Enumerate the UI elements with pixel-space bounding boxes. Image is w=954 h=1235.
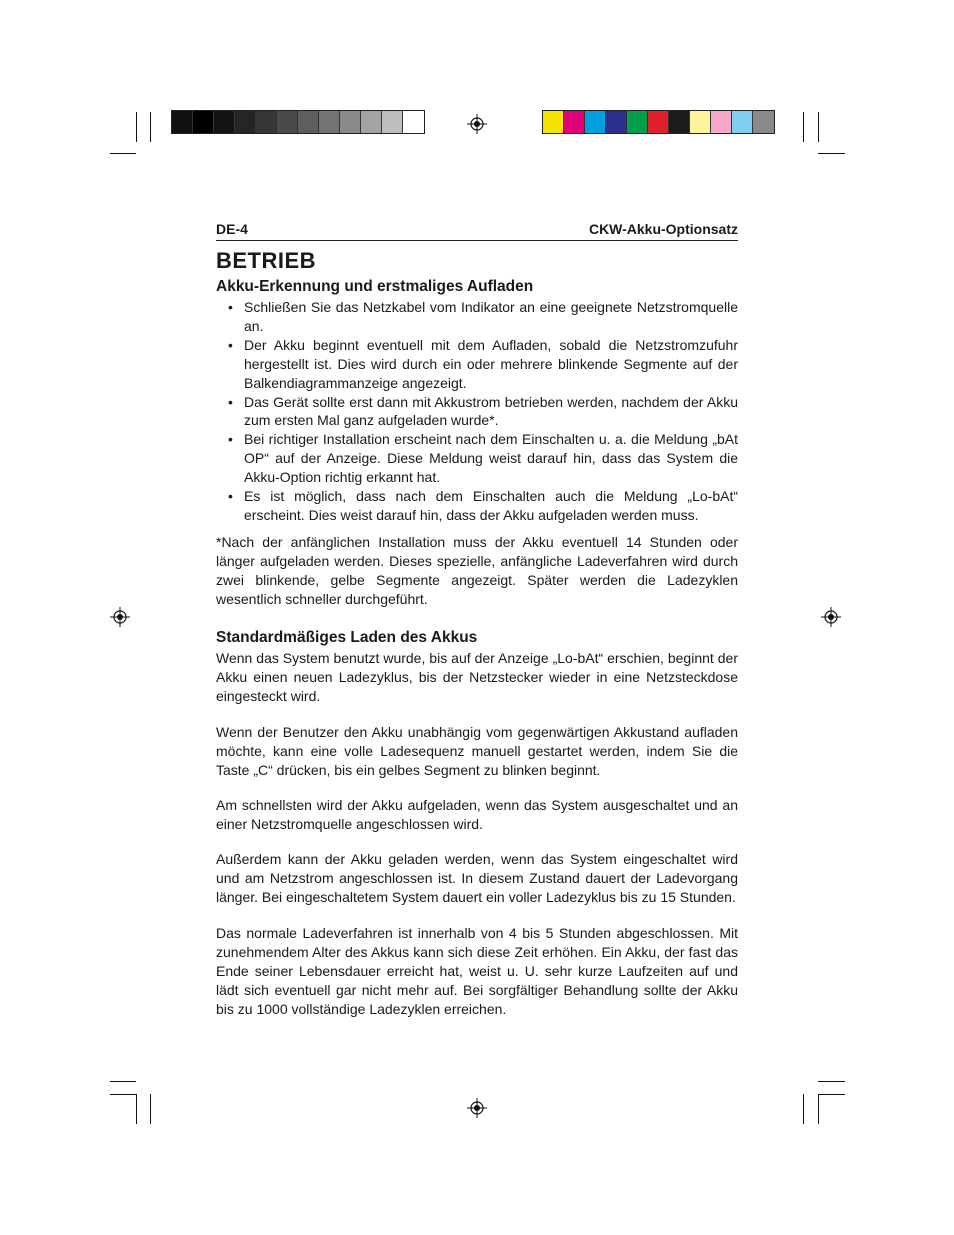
color-swatch (564, 111, 585, 133)
header-rule (216, 240, 738, 241)
color-swatch (753, 111, 774, 133)
color-swatch (669, 111, 690, 133)
crop-mark (818, 1094, 819, 1124)
color-swatch (627, 111, 648, 133)
color-calibration-bar (542, 110, 775, 134)
color-swatch (193, 111, 214, 133)
color-swatch (319, 111, 340, 133)
body-paragraph: Das normale Ladeverfahren ist innerhalb von 4 bis 5 Stunden abgeschlossen. Mit zunehmendem Alter des Akkus kann sich diese Zeit erhöhen. Ein Akku, der fast das Ende seiner Lebensdauer erreicht hat, weist u. U. sehr kurze Laufzeiten auf und lädt sich eventuell gar nicht mehr auf. Bei sorgfältiger Behandlung sollte der Akku bis zu 1000 vollständige Ladezyklen erreichen. (216, 925, 738, 1017)
body-paragraph: Am schnellsten wird der Akku aufgeladen, wenn das System ausgeschaltet und an einer Netzstromquelle angeschlossen wird. (216, 797, 738, 832)
crop-mark (803, 112, 804, 142)
color-swatch (235, 111, 256, 133)
color-swatch (382, 111, 403, 133)
body-paragraph: Wenn der Benutzer den Akku unabhängig vom gegenwärtigen Akkustand aufladen möchte, kann eine volle Ladesequenz manuell gestartet werden, indem Sie die Taste „C“ drücken, bis ein gelbes Segment zu blinken beginnt. (216, 724, 738, 778)
crop-mark (110, 1081, 136, 1082)
list-item: • Der Akku beginnt eventuell mit dem Aufladen, sobald die Netzstromzufuhr hergestellt ist. Dies wird durch ein oder mehrere blinkende Segmente auf der Balkendiagrammanzeige angezeigt. (228, 336, 738, 393)
color-swatch (732, 111, 753, 133)
crop-mark (818, 112, 819, 142)
list-item: • Das Gerät sollte erst dann mit Akkustrom betrieben werden, nachdem der Akku zum ersten Mal ganz aufgeladen wurde*. (228, 393, 738, 431)
document-title: CKW-Akku-Optionsatz (588, 221, 738, 237)
crop-mark (136, 112, 137, 142)
color-swatch (172, 111, 193, 133)
crop-mark (818, 1081, 845, 1082)
crop-mark (818, 1094, 845, 1095)
registration-mark-icon (467, 1098, 487, 1118)
registration-mark-icon (467, 114, 487, 134)
crop-mark (110, 1094, 136, 1095)
registration-mark-icon (110, 607, 130, 627)
color-swatch (648, 111, 669, 133)
color-swatch (214, 111, 235, 133)
color-swatch (361, 111, 382, 133)
subsection-heading: Standardmäßiges Laden des Akkus (216, 629, 478, 646)
crop-mark (818, 153, 845, 154)
crop-mark (803, 1094, 804, 1124)
color-swatch (403, 111, 424, 133)
color-swatch (606, 111, 627, 133)
body-paragraph: Außerdem kann der Akku geladen werden, wenn das System eingeschaltet wird und am Netzstrom angeschlossen ist. In diesem Zustand dauert der Ladevorgang länger. Bei eingeschaltetem System dauert ein voller Ladezyklus bis zu 15 Stunden. (216, 851, 738, 905)
registration-mark-icon (821, 607, 841, 627)
subsection-heading: Akku-Erkennung und erstmaliges Aufladen (216, 278, 534, 295)
body-paragraph: Wenn das System benutzt wurde, bis auf der Anzeige „Lo-bAt“ erschien, beginnt der Akku einen neuen Ladezyklus, bis der Netzstecker wieder in eine Netzsteckdose eingesteckt wird. (216, 650, 738, 704)
crop-mark (150, 1094, 151, 1124)
list-item: • Bei richtiger Installation erscheint nach dem Einschalten u. a. die Meldung „bAt OP“ auf der Anzeige. Diese Meldung weist darauf hin, dass das System die Akku-Option richtig erkannt hat. (228, 430, 738, 487)
color-swatch (277, 111, 298, 133)
color-swatch (585, 111, 606, 133)
color-swatch (711, 111, 732, 133)
grayscale-calibration-bar (171, 110, 425, 134)
list-item: • Es ist möglich, dass nach dem Einschalten auch die Meldung „Lo-bAt“ erscheint. Dies weist darauf hin, dass der Akku aufgeladen werden muss. (228, 487, 738, 525)
crop-mark (150, 112, 151, 142)
color-swatch (340, 111, 361, 133)
section-title: BETRIEB (216, 248, 317, 273)
color-swatch (298, 111, 319, 133)
list-item: • Schließen Sie das Netzkabel vom Indikator an eine geeignete Netzstromquelle an. (228, 298, 738, 336)
page-number: DE-4 (216, 221, 248, 237)
crop-mark (110, 153, 136, 154)
color-swatch (256, 111, 277, 133)
color-swatch (543, 111, 564, 133)
crop-mark (136, 1094, 137, 1124)
footnote-paragraph: *Nach der anfänglichen Installation muss der Akku eventuell 14 Stunden oder länger aufgeladen werden. Dieses spezielle, anfängliche Ladeverfahren wird durch zwei blinkende, gelbe Segmente angezeigt. Später werden die Ladezyklen wesentlich schneller durchgeführt. (216, 534, 738, 607)
bullet-list (228, 298, 738, 525)
color-swatch (690, 111, 711, 133)
